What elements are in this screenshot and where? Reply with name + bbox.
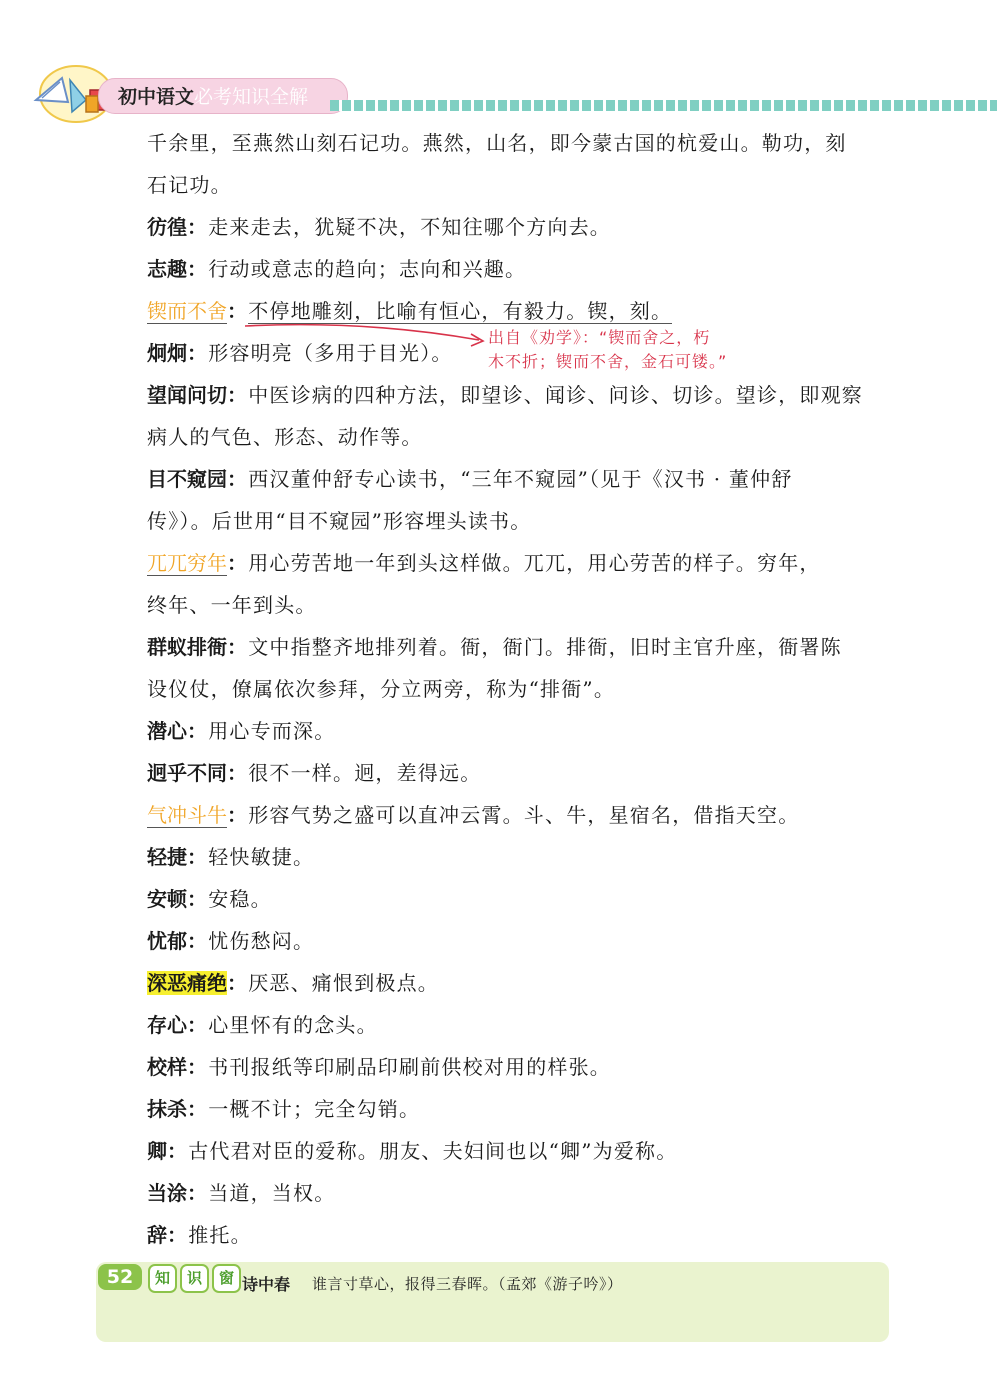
entry-term-highlighted: 锲而不舍 [147,299,227,323]
entry-term: 彷徨 [147,215,187,239]
entry-term: 望闻问切 [147,383,227,407]
entry-line [147,254,526,284]
entry-term: 存心 [147,1013,187,1037]
entry-separator: ： [227,551,249,575]
entry-term: 校样 [147,1055,187,1079]
header-title-main: 初中语文 [118,86,195,108]
handwritten-annotation [488,326,798,374]
entry-separator: ： [227,761,249,785]
entry-text: 中医诊病的四种方法，即望诊、闻诊、问诊、切诊。望诊，即观察 [248,383,864,407]
entry-line [147,800,799,830]
entry-text: 病人的气色、形态、动作等。 [147,425,423,449]
entry-term: 群蚁排衙 [147,635,227,659]
entry-text: 当道，当权。 [208,1181,336,1205]
entry-separator: ： [187,1055,209,1079]
entry-line [147,422,423,452]
badge-char: 窗 [212,1264,241,1293]
entry-text: 忧伤愁闷。 [208,929,315,953]
entry-term: 卿 [147,1139,167,1163]
entry-line [147,590,317,620]
entry-separator: ： [187,845,209,869]
entry-separator: ： [187,719,209,743]
annotation-line: 木不折；锲而不舍，金石可镂。” [488,352,728,371]
entry-text: 推托。 [188,1223,252,1247]
entry-text: 不停地雕刻，比喻有恒心，有毅力。锲，刻。 [248,299,673,323]
entry-term: 抹杀 [147,1097,187,1121]
knowledge-window-badge [148,1264,241,1293]
entry-separator: ： [227,803,249,827]
entry-text: 轻快敏捷。 [208,845,315,869]
entry-text: 形容明亮（多用于目光）。 [208,341,453,365]
entry-separator: ： [227,383,249,407]
entry-text: 石记功。 [147,173,232,197]
entry-line [147,338,453,368]
entry-line [147,170,232,200]
entry-separator: ： [227,299,249,323]
entry-line [147,926,314,956]
entry-separator: ： [227,635,249,659]
entry-line [147,632,842,662]
entry-text: 文中指整齐地排列着。衙，衙门。排衙，旧时主官升座，衙署陈 [248,635,842,659]
header-title-sub: 必考知识全解 [194,86,309,108]
entry-text: 终年、一年到头。 [147,593,317,617]
entry-separator: ： [167,1139,189,1163]
entry-term: 志趣 [147,257,187,281]
entry-text: 书刊报纸等印刷品印刷前供校对用的样张。 [208,1055,612,1079]
badge-char: 知 [148,1264,177,1293]
entry-term-highlighted: 兀兀穷年 [147,551,227,575]
entry-line [147,1094,420,1124]
entry-line [147,1010,378,1040]
entry-term: 安顿 [147,887,187,911]
footer-quote: 谁言寸草心，报得三春晖。（孟郊《游子吟》） [312,1275,623,1293]
entry-term-highlighted: 深恶痛绝 [147,971,227,995]
entry-text: 设仪仗，僚属依次参拜，分立两旁，称为“排衙”。 [147,677,616,701]
entry-term: 辞 [147,1223,167,1247]
page-number: 52 [98,1264,142,1290]
header-title [118,82,308,109]
entry-text: 传》）。后世用“目不窥园”形容埋头读书。 [147,509,532,533]
entry-text: 心里怀有的念头。 [208,1013,378,1037]
entry-text: 古代君对臣的爱称。朋友、夫妇间也以“卿”为爱称。 [188,1139,678,1163]
footer-label: 诗中春 [242,1275,291,1294]
entry-text: 很不一样。迥，差得远。 [248,761,482,785]
entry-text: 一概不计；完全勾销。 [208,1097,421,1121]
entry-line [147,128,847,158]
entry-line [147,212,611,242]
entry-term: 潜心 [147,719,187,743]
entry-line [147,758,481,788]
entry-text: 形容气势之盛可以直冲云霄。斗、牛，星宿名，借指天空。 [248,803,800,827]
entry-line [147,506,531,536]
entry-line [147,380,863,410]
entry-line [147,968,439,998]
entry-line [147,716,335,746]
entry-term: 炯炯 [147,341,187,365]
entry-separator: ： [187,257,209,281]
entry-text: 用心专而深。 [208,719,336,743]
annotation-line: 出自《劝学》：“锲而舍之，朽 [488,328,711,347]
page-header [0,60,997,120]
entry-separator: ： [187,1181,209,1205]
entry-line [147,674,615,704]
entry-text: 厌恶、痛恨到极点。 [248,971,440,995]
entry-line [147,1220,252,1250]
entry-term: 当涂 [147,1181,187,1205]
entry-text: 用心劳苦地一年到头这样做。兀兀，用心劳苦的样子。穷年， [248,551,821,575]
entry-term: 目不窥园 [147,467,227,491]
entry-text: 行动或意志的趋向；志向和兴趣。 [208,257,527,281]
entry-line [147,884,272,914]
entry-text: 西汉董仲舒专心读书，“三年不窥园”（见于《汉书 · 董仲舒 [248,467,793,491]
entry-line [147,464,793,494]
entry-separator: ： [187,1097,209,1121]
entry-term: 迥乎不同 [147,761,227,785]
entry-line [147,1178,335,1208]
entry-separator: ： [227,971,249,995]
entry-text: 千余里，至燕然山刻石记功。燕然，山名，即今蒙古国的杭爱山。勒功，刻 [147,131,847,155]
entry-term: 忧郁 [147,929,187,953]
entry-text: 安稳。 [208,887,272,911]
entry-term: 轻捷 [147,845,187,869]
entry-term-highlighted: 气冲斗牛 [147,803,227,827]
entry-line [147,548,821,578]
badge-char: 识 [180,1264,209,1293]
entry-line [147,1052,611,1082]
entry-separator: ： [227,467,249,491]
entry-line [147,1136,677,1166]
entry-text: 走来走去，犹疑不决，不知往哪个方向去。 [208,215,612,239]
entry-separator: ： [167,1223,189,1247]
header-stripe [330,100,997,111]
entry-line [147,842,314,872]
entry-separator: ： [187,887,209,911]
entry-line [147,296,672,326]
entry-separator: ： [187,341,209,365]
entry-separator: ： [187,1013,209,1037]
entry-separator: ： [187,929,209,953]
entry-separator: ： [187,215,209,239]
